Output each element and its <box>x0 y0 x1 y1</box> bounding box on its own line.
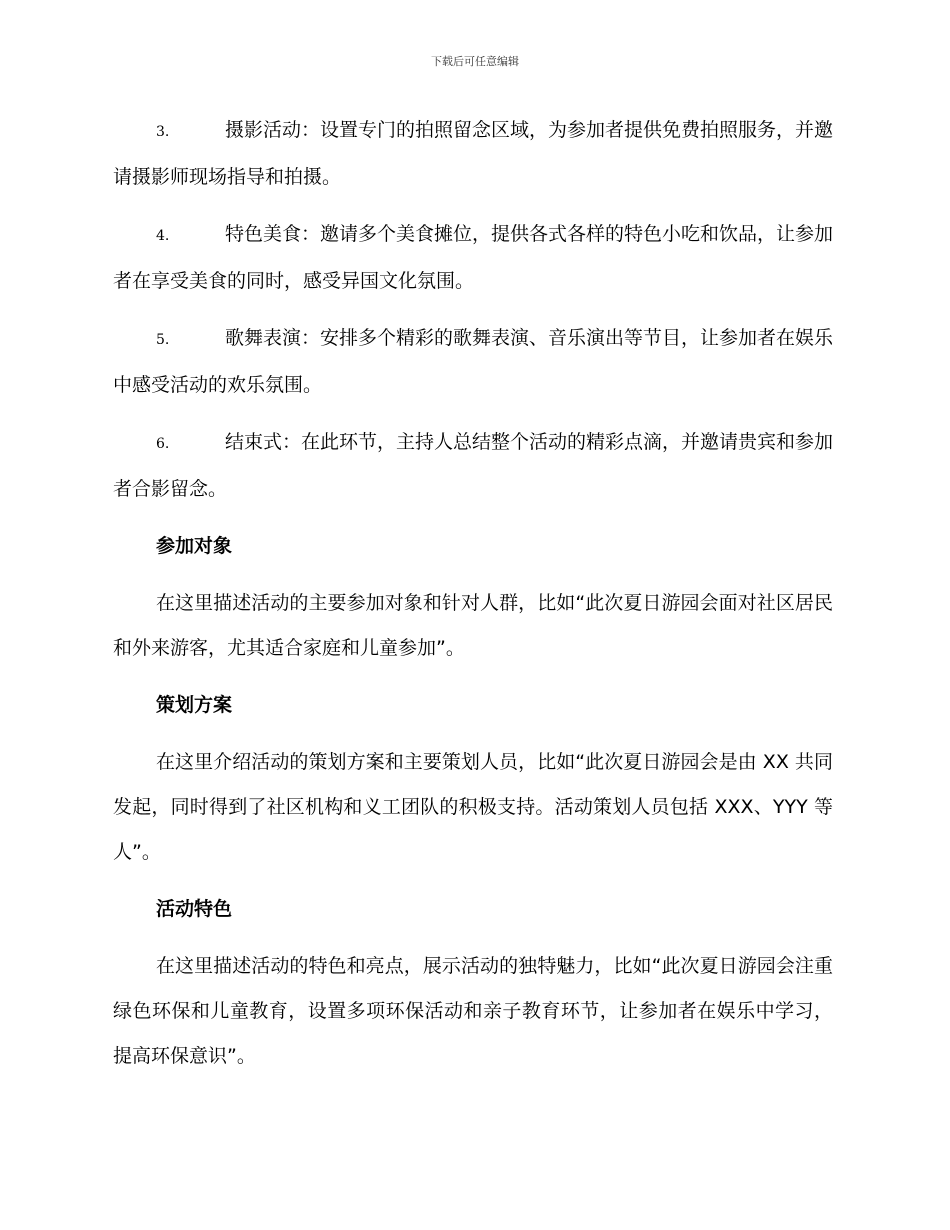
list-item-text: 歌舞表演：安排多个精彩的歌舞表演、音乐演出等节目，让参加者在娱乐中感受活动的欢乐氛围。 <box>113 327 834 396</box>
page-header: 下载后可任意编辑 <box>431 55 519 68</box>
list-item <box>113 212 833 304</box>
section-heading-features: 活动特色 <box>156 898 233 920</box>
section-paragraph-planning: 在这里介绍活动的策划方案和主要策划人员，比如“此次夏日游园会是由 XX 共同发起，同时得到了社区机构和义工团队的积极支持。活动策划人员包括 XXX、YYY 等人”。 <box>113 751 833 863</box>
section-heading-participants: 参加对象 <box>156 535 233 557</box>
list-item-text: 特色美食：邀请多个美食摊位，提供各式各样的特色小吃和饮品，让参加者在享受美食的同时，感受异国文化氛围。 <box>113 223 834 292</box>
list-item-text: 结束式：在此环节，主持人总结整个活动的精彩点滴，并邀请贵宾和参加者合影留念。 <box>113 431 834 500</box>
section-paragraph-participants: 在这里描述活动的主要参加对象和针对人群，比如“此次夏日游园会面对社区居民和外来游客，尤其适合家庭和儿童参加”。 <box>113 592 833 659</box>
list-item <box>113 420 833 512</box>
list-item-number: 5. <box>156 332 170 348</box>
list-item <box>113 316 833 408</box>
list-item <box>113 108 833 200</box>
section-paragraph-features: 在这里描述活动的特色和亮点，展示活动的独特魅力，比如“此次夏日游园会注重绿色环保和儿童教育，设置多项环保活动和亲子教育环节，让参加者在娱乐中学习，提高环保意识”。 <box>113 955 833 1067</box>
list-item-number: 6. <box>156 436 170 452</box>
list-item-number: 3. <box>156 124 170 140</box>
list-item-text: 摄影活动：设置专门的拍照留念区域，为参加者提供免费拍照服务，并邀请摄影师现场指导和拍摄。 <box>113 119 834 188</box>
document-body <box>113 108 833 1091</box>
section-heading-planning: 策划方案 <box>156 694 233 716</box>
list-item-number: 4. <box>156 228 170 244</box>
